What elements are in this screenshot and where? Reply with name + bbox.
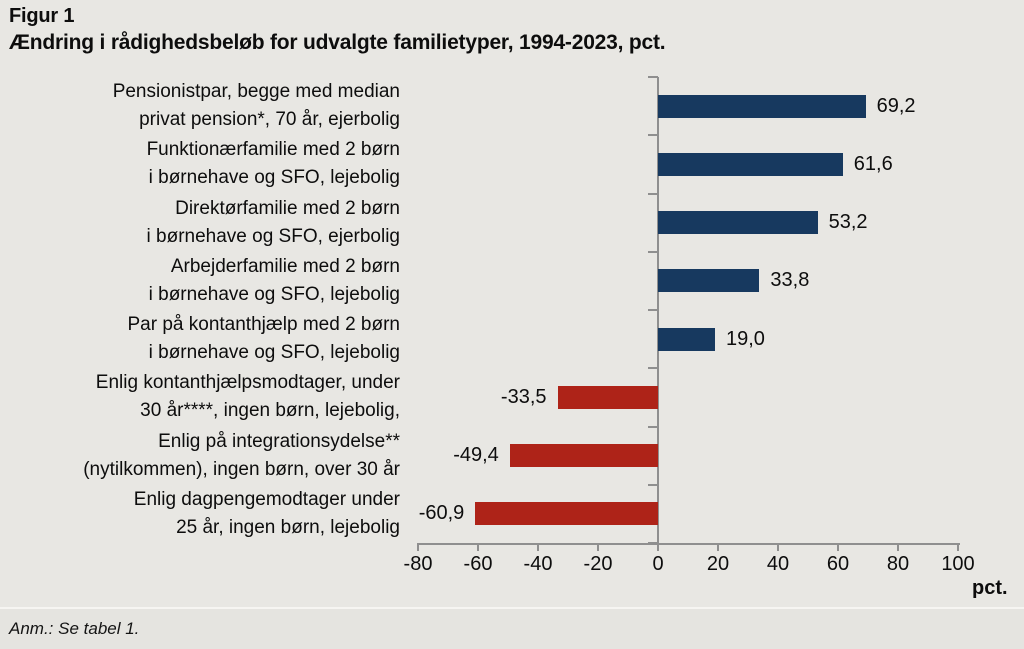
category-label <box>10 369 400 425</box>
category-label <box>10 311 400 367</box>
x-axis-tick <box>957 543 959 551</box>
x-axis-tick <box>537 543 539 551</box>
category-axis-tick <box>648 193 658 195</box>
x-axis-tick <box>417 543 419 551</box>
category-label <box>10 428 400 484</box>
data-bar <box>510 444 658 467</box>
data-bar <box>658 153 843 176</box>
x-axis-tick-label: 80 <box>886 553 910 575</box>
figure-number: Figur 1 <box>9 5 75 27</box>
data-bar <box>658 269 759 292</box>
x-axis-tick <box>477 543 479 551</box>
x-axis-tick <box>597 543 599 551</box>
x-axis-tick <box>657 543 659 551</box>
category-axis-tick <box>648 426 658 428</box>
value-label: -33,5 <box>500 385 547 408</box>
category-label-line: Enlig dagpengemodtager under <box>133 488 400 510</box>
category-axis-tick <box>648 367 658 369</box>
value-label: 61,6 <box>853 152 893 175</box>
x-axis-tick-label: 0 <box>652 553 664 575</box>
x-axis-tick <box>897 543 899 551</box>
category-label-line: 30 år****, ingen børn, lejebolig, <box>140 400 400 422</box>
category-label <box>10 78 400 134</box>
category-label-line: (nytilkommen), ingen børn, over 30 år <box>83 458 400 480</box>
value-label: 53,2 <box>828 211 868 234</box>
category-label <box>10 486 400 542</box>
category-label-line: i børnehave og SFO, lejebolig <box>148 283 400 305</box>
footer-area <box>0 609 1024 649</box>
x-axis-tick-label: 20 <box>706 553 730 575</box>
category-label-line: i børnehave og SFO, lejebolig <box>148 167 400 189</box>
zero-axis-line <box>657 77 659 551</box>
value-label: 33,8 <box>770 269 810 292</box>
data-bar <box>558 386 659 409</box>
category-axis-tick <box>648 76 658 78</box>
category-label-line: Direktørfamilie med 2 børn <box>175 197 400 219</box>
data-bar <box>658 95 866 118</box>
value-label: 69,2 <box>876 94 916 117</box>
category-label-line: Enlig kontanthjælpsmodtager, under <box>95 372 400 394</box>
category-label-line: 25 år, ingen børn, lejebolig <box>176 516 400 538</box>
category-label-line: privat pension*, 70 år, ejerbolig <box>139 109 400 131</box>
x-axis-tick-label: -80 <box>403 553 433 575</box>
x-axis-tick-label: 60 <box>826 553 850 575</box>
category-axis-tick <box>648 134 658 136</box>
category-label <box>10 253 400 309</box>
value-label: -60,9 <box>418 502 465 525</box>
data-bar <box>658 328 715 351</box>
category-label-line: Enlig på integrationsydelse** <box>158 430 400 452</box>
value-label: -49,4 <box>453 444 499 467</box>
category-label-line: Arbejderfamilie med 2 børn <box>170 255 400 277</box>
category-label-line: i børnehave og SFO, ejerbolig <box>146 225 400 247</box>
footnote: Anm.: Se tabel 1. <box>9 619 140 638</box>
x-axis-tick <box>717 543 719 551</box>
category-axis-tick <box>648 251 658 253</box>
category-axis-tick <box>648 484 658 486</box>
x-axis-tick <box>837 543 839 551</box>
x-axis-tick-label: -40 <box>523 553 553 575</box>
category-label <box>10 195 400 251</box>
x-axis-tick-label: -60 <box>463 553 493 575</box>
x-axis-tick-label: -20 <box>583 553 613 575</box>
figure-title: Ændring i rådighedsbeløb for udvalgte familietyper, 1994-2023, pct. <box>9 31 666 54</box>
category-label <box>10 136 400 192</box>
x-axis-tick-label: 40 <box>766 553 790 575</box>
x-axis-unit-label: pct. <box>972 577 1008 599</box>
category-label-line: Par på kontanthjælp med 2 børn <box>127 314 400 336</box>
value-label: 19,0 <box>726 327 765 350</box>
category-label-line: i børnehave og SFO, lejebolig <box>148 342 400 364</box>
category-label-line: Pensionistpar, begge med median <box>112 81 400 103</box>
category-axis-tick <box>648 542 658 544</box>
x-axis-tick <box>777 543 779 551</box>
data-bar <box>658 211 818 234</box>
category-axis-tick <box>648 309 658 311</box>
category-label-line: Funktionærfamilie med 2 børn <box>146 139 400 161</box>
x-axis-line <box>418 543 960 545</box>
x-axis-tick-label: 100 <box>941 553 975 575</box>
data-bar <box>475 502 658 525</box>
